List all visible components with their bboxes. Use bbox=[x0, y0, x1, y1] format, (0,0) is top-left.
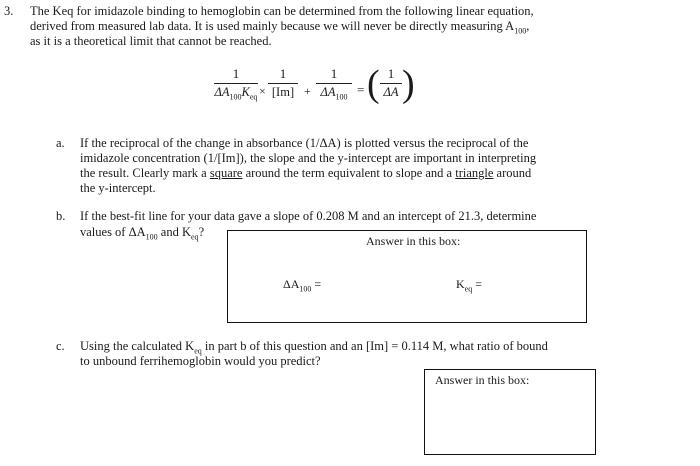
answer-box-c-title: Answer in this box: bbox=[435, 373, 530, 387]
intro-sub: 100 bbox=[514, 26, 527, 36]
equals-sign: = bbox=[357, 82, 365, 97]
fraction-1-bar bbox=[214, 83, 258, 84]
fraction-2-denominator: [Im] bbox=[271, 85, 295, 99]
intro-line-2-text: derived from measured lab data. It is used mainly because we will never be directly measuring A bbox=[30, 19, 515, 33]
part-b-label: b. bbox=[56, 209, 66, 223]
part-b-line-2: values of $\Delta A_{100}$ and $K_{eq}$? bbox=[80, 225, 205, 242]
part-a-line-4: the y-intercept. bbox=[80, 181, 156, 195]
fraction-3-denominator: $\Delta A_{100}$ bbox=[320, 85, 348, 102]
fraction-3 bbox=[316, 66, 352, 102]
part-c-line-1: Using the calculated $K_{eq}$ in part b of this question and an [Im] = 0.114 M, what ratio of bound bbox=[80, 339, 548, 356]
square-keyword: square bbox=[209, 166, 243, 180]
part-a-label: a. bbox=[56, 136, 65, 150]
fraction-3-bar bbox=[316, 83, 352, 84]
question-number: 3. bbox=[4, 4, 14, 18]
fraction-4-bar bbox=[380, 83, 402, 84]
left-paren: ( bbox=[367, 63, 380, 105]
fraction-4-numerator: 1 bbox=[387, 66, 395, 81]
intro-tail: , bbox=[526, 19, 530, 33]
fraction-1-denominator: $\Delta A_{100}K_{eq}$ bbox=[214, 85, 258, 102]
fraction-1 bbox=[214, 66, 258, 102]
answer-box-b-title: Answer in this box: bbox=[366, 234, 461, 248]
fraction-3-numerator: 1 bbox=[330, 66, 338, 81]
part-a-line-2: imidazole concentration (1/[Im]), the slope and the y-intercept are important in interpreting bbox=[80, 151, 537, 165]
intro-line-1: The Keq for imidazole binding to hemoglobin can be determined from the following linear equation, bbox=[30, 4, 534, 18]
answer-box-b[interactable] bbox=[227, 230, 587, 323]
part-c-label: c. bbox=[56, 339, 65, 353]
plus-sign: + bbox=[304, 84, 311, 98]
intro-line-3: as it is a theoretical limit that cannot be reached. bbox=[30, 34, 272, 48]
keq-field[interactable]: $K_{eq}$ = bbox=[456, 277, 483, 294]
fraction-1-numerator: 1 bbox=[232, 66, 240, 81]
times-sign: × bbox=[259, 84, 266, 98]
fraction-4-denominator: ΔA bbox=[383, 85, 399, 99]
fraction-2 bbox=[268, 66, 298, 100]
delta-a100-field[interactable]: $\Delta A_{100}$ = bbox=[283, 277, 322, 294]
part-a-line-3: the result. Clearly mark a square around the term equivalent to slope and a triangle around bbox=[80, 166, 532, 180]
fraction-4 bbox=[380, 66, 402, 100]
part-a-line-1: If the reciprocal of the change in absorbance (1/ΔA) is plotted versus the reciprocal of the bbox=[80, 136, 529, 150]
answer-box-c[interactable] bbox=[424, 369, 596, 455]
fraction-2-numerator: 1 bbox=[279, 66, 287, 81]
right-paren: ) bbox=[402, 63, 415, 105]
part-b-line-1: If the best-fit line for your data gave a slope of 0.208 M and an intercept of 21.3, determine bbox=[80, 209, 537, 223]
triangle-keyword: triangle bbox=[455, 166, 494, 180]
fraction-2-bar bbox=[268, 83, 298, 84]
part-c-line-2: to unbound ferrihemoglobin would you predict? bbox=[80, 354, 321, 368]
